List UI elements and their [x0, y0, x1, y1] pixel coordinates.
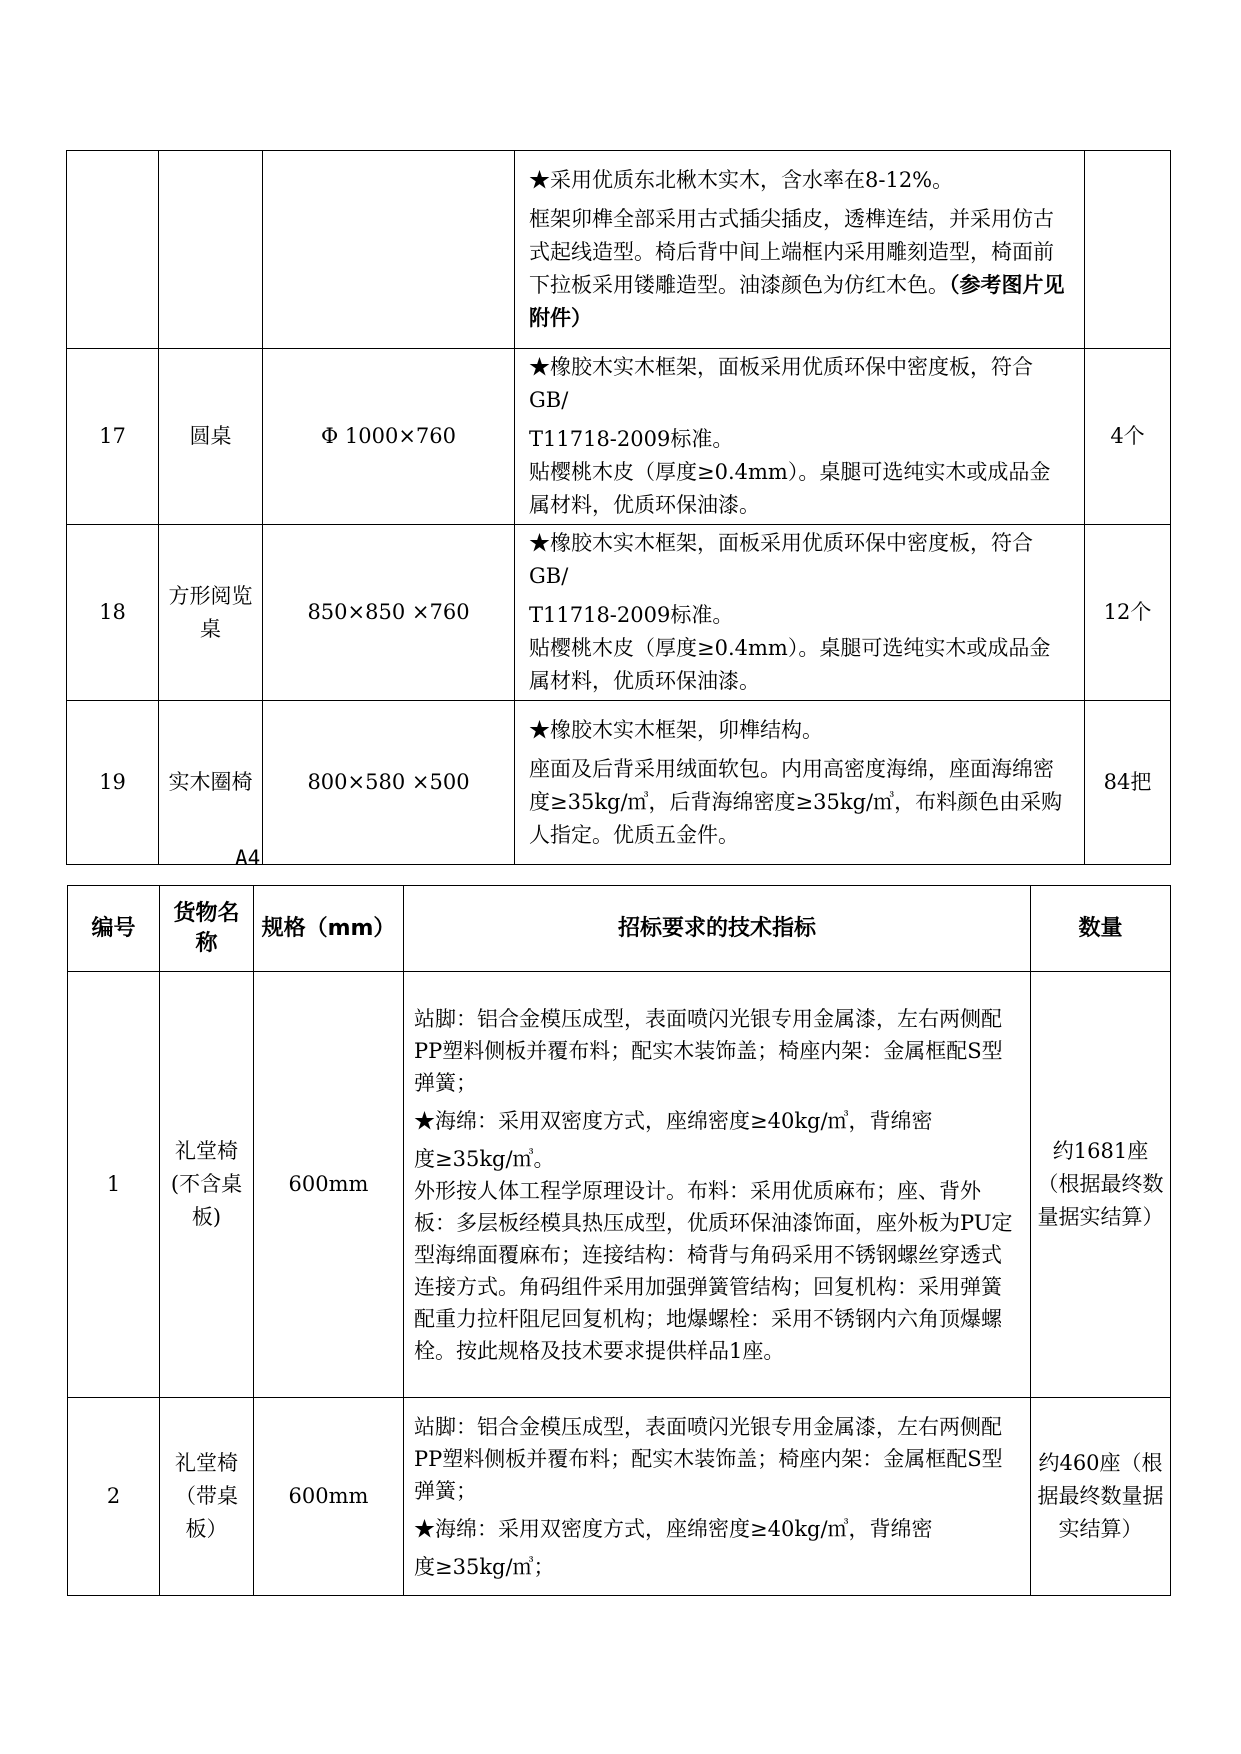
- requirement-line: 贴樱桃木皮（厚度≥0.4mm）。桌腿可选纯实木或成品金属材料，优质环保油漆。: [529, 636, 1051, 693]
- table-row: [68, 972, 1171, 1398]
- table-row: [67, 151, 1171, 349]
- requirement-line: T11718-2009标准。: [529, 427, 734, 451]
- reference-note: （参考图片见附件）: [529, 273, 1065, 330]
- item-requirements: [404, 972, 1031, 1398]
- item-name: 礼堂椅（带桌板）: [160, 1398, 254, 1596]
- requirement-line: 度≥35kg/㎥。: [414, 1146, 555, 1171]
- requirement-line: 外形按人体工程学原理设计。布料：采用优质麻布；座、背外板：多层板经模具热压成型，优质环保油漆饰面，座外板为PU定型海绵面覆麻布；连接结构：椅背与角码采用不锈钢螺丝穿透式连接方式。角码组件采用加强弹簧管结构；回复机构：采用弹簧配重力拉杆阻尼回复机构；地爆螺栓：采用不锈钢内六角顶爆螺栓。按此规格及技术要求提供样品1座。: [414, 1178, 1013, 1363]
- item-number: 17: [67, 349, 159, 525]
- item-spec: 600mm: [254, 972, 404, 1398]
- item-number: [67, 151, 159, 349]
- section-label: A4: [235, 846, 261, 870]
- item-requirements: [404, 1398, 1031, 1596]
- requirement-line: 站脚：铝合金模压成型，表面喷闪光银专用金属漆，左右两侧配PP塑料侧板并覆布料；配实木装饰盖；椅座内架：金属框配S型弹簧；: [414, 1414, 1003, 1503]
- requirement-line: ★橡胶木实木框架，卯榫结构。: [529, 717, 823, 742]
- item-number: 1: [68, 972, 160, 1398]
- requirement-line: 贴樱桃木皮（厚度≥0.4mm）。桌腿可选纯实木或成品金属材料，优质环保油漆。: [529, 460, 1051, 517]
- item-spec: Φ 1000×760: [263, 349, 515, 525]
- column-header: 数量: [1031, 886, 1171, 972]
- item-quantity: 84把: [1085, 701, 1171, 865]
- item-quantity: 4个: [1085, 349, 1171, 525]
- spec-table-a4: [67, 885, 1171, 1596]
- item-name: [159, 151, 263, 349]
- item-quantity: [1085, 151, 1171, 349]
- item-spec: [263, 151, 515, 349]
- item-name: 方形阅览桌: [159, 525, 263, 701]
- table-row: [67, 701, 1171, 865]
- requirement-line: ★海绵：采用双密度方式，座绵密度≥40kg/㎥，背绵密: [414, 1516, 933, 1541]
- item-name: 实木圈椅: [159, 701, 263, 865]
- spec-table-continued: [66, 150, 1171, 865]
- table-row: [67, 349, 1171, 525]
- item-spec: 800×580 ×500: [263, 701, 515, 865]
- item-spec: 850×850 ×760: [263, 525, 515, 701]
- item-number: 18: [67, 525, 159, 701]
- requirement-line: T11718-2009标准。: [529, 603, 734, 627]
- item-number: 2: [68, 1398, 160, 1596]
- requirement-line: 度≥35kg/㎥；: [414, 1554, 555, 1579]
- item-spec: 600mm: [254, 1398, 404, 1596]
- item-number: 19: [67, 701, 159, 865]
- requirement-line: 座面及后背采用绒面软包。内用高密度海绵，座面海绵密度≥35kg/㎥，后背海绵密度≥35kg/㎥，布料颜色由采购人指定。优质五金件。: [529, 756, 1063, 847]
- requirement-line: 站脚：铝合金模压成型，表面喷闪光银专用金属漆，左右两侧配PP塑料侧板并覆布料；配实木装饰盖；椅座内架：金属框配S型弹簧；: [414, 1006, 1003, 1095]
- table-row: [67, 525, 1171, 701]
- item-requirements: [515, 701, 1085, 865]
- column-header: 规格（mm）: [254, 886, 404, 972]
- item-requirements: [515, 525, 1085, 701]
- item-name: 圆桌: [159, 349, 263, 525]
- item-requirements: [515, 151, 1085, 349]
- item-name: 礼堂椅(不含桌板): [160, 972, 254, 1398]
- column-header: 招标要求的技术指标: [404, 886, 1031, 972]
- requirement-line: ★橡胶木实木框架，面板采用优质环保中密度板，符合GB/: [529, 355, 1033, 412]
- item-requirements: [515, 349, 1085, 525]
- requirement-line: ★橡胶木实木框架，面板采用优质环保中密度板，符合GB/: [529, 531, 1033, 588]
- requirement-line: ★采用优质东北楸木实木，含水率在8-12%。: [529, 168, 954, 192]
- item-quantity: 约1681座（根据最终数量据实结算）: [1031, 972, 1171, 1398]
- table-row: [68, 1398, 1171, 1596]
- requirement-line: 框架卯榫全部采用古式插尖插皮，透榫连结，并采用仿古式起线造型。椅后背中间上端框内采用雕刻造型，椅面前下拉板采用镂雕造型。油漆颜色为仿红木色。（参考图片见附件）: [529, 207, 1065, 330]
- requirement-line: ★海绵：采用双密度方式，座绵密度≥40kg/㎥，背绵密: [414, 1108, 933, 1133]
- column-header: 编号: [68, 886, 160, 972]
- item-quantity: 约460座（根据最终数量据实结算）: [1031, 1398, 1171, 1596]
- column-header: 货物名称: [160, 886, 254, 972]
- table-header-row: [68, 886, 1171, 972]
- item-quantity: 12个: [1085, 525, 1171, 701]
